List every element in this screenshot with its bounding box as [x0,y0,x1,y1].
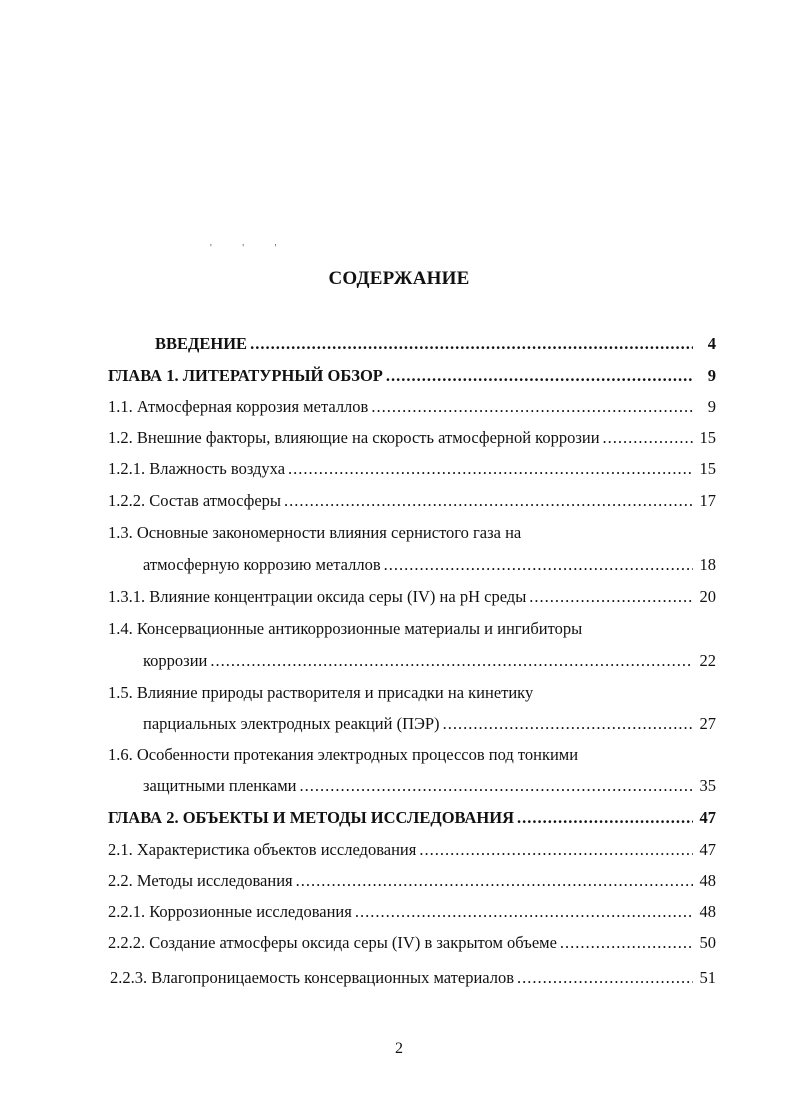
toc-entry-1-5-line1[interactable]: 1.5. Влияние природы растворителя и присадки на кинетику [108,683,534,702]
toc-entry-1-6-line1[interactable]: 1.6. Особенности протекания электродных процессов под тонкими [108,745,579,764]
toc-entry-1-3[interactable]: атмосферную коррозию металлов ..... 18 [143,553,716,577]
toc-entry-1-3-1[interactable]: 1.3.1. Влияние концентрации оксида серы (IV) на pH среды ..... 20 [108,585,716,609]
toc-entry-1-5[interactable]: парциальных электродных реакций (ПЭР) ..... 27 [143,712,716,736]
scan-marks: ' ' ' [210,243,291,254]
toc-entry-1-4[interactable]: коррозии ..... 22 [143,649,716,673]
page-title: СОДЕРЖАНИЕ [328,268,470,289]
toc-entry-1-2-1[interactable]: 1.2.1. Влажность воздуха ..... 15 [108,457,716,481]
toc-entry-1-2-2[interactable]: 1.2.2. Состав атмосферы ..... 17 [108,489,716,513]
toc-entry-2-1[interactable]: 2.1. Характеристика объектов исследования ..... 47 [108,838,716,862]
toc-entry-2-2[interactable]: 2.2. Методы исследования ..... 48 [108,869,716,893]
toc-entry-1-3-line1[interactable]: 1.3. Основные закономерности влияния сернистого газа на [108,523,522,542]
toc-entry-introduction[interactable]: ВВЕДЕНИЕ ..... 4 [155,332,716,356]
toc-entry-chapter-2[interactable]: ГЛАВА 2. ОБЪЕКТЫ И МЕТОДЫ ИССЛЕДОВАНИЯ ..... 47 [108,806,716,830]
toc-entry-1-6[interactable]: защитными пленками ..... 35 [143,774,716,798]
toc-entry-chapter-1[interactable]: ГЛАВА 1. ЛИТЕРАТУРНЫЙ ОБЗОР ..... 9 [108,364,716,388]
toc-entry-1-4-line1[interactable]: 1.4. Консервационные антикоррозионные материалы и ингибиторы [108,619,583,638]
page-number: 2 [395,1040,403,1057]
toc-entry-1-2[interactable]: 1.2. Внешние факторы, влияющие на скорость атмосферной коррозии ..... 15 [108,426,716,450]
toc-entry-1-1[interactable]: 1.1. Атмосферная коррозия металлов ..... 9 [108,395,716,419]
toc-entry-2-2-2[interactable]: 2.2.2. Создание атмосферы оксида серы (IV) в закрытом объеме ..... 50 [108,931,716,955]
toc-entry-2-2-1[interactable]: 2.2.1. Коррозионные исследования ..... 48 [108,900,716,924]
toc-entry-2-2-3[interactable]: 2.2.3. Влагопроницаемость консервационных материалов ..... 51 [110,966,716,990]
